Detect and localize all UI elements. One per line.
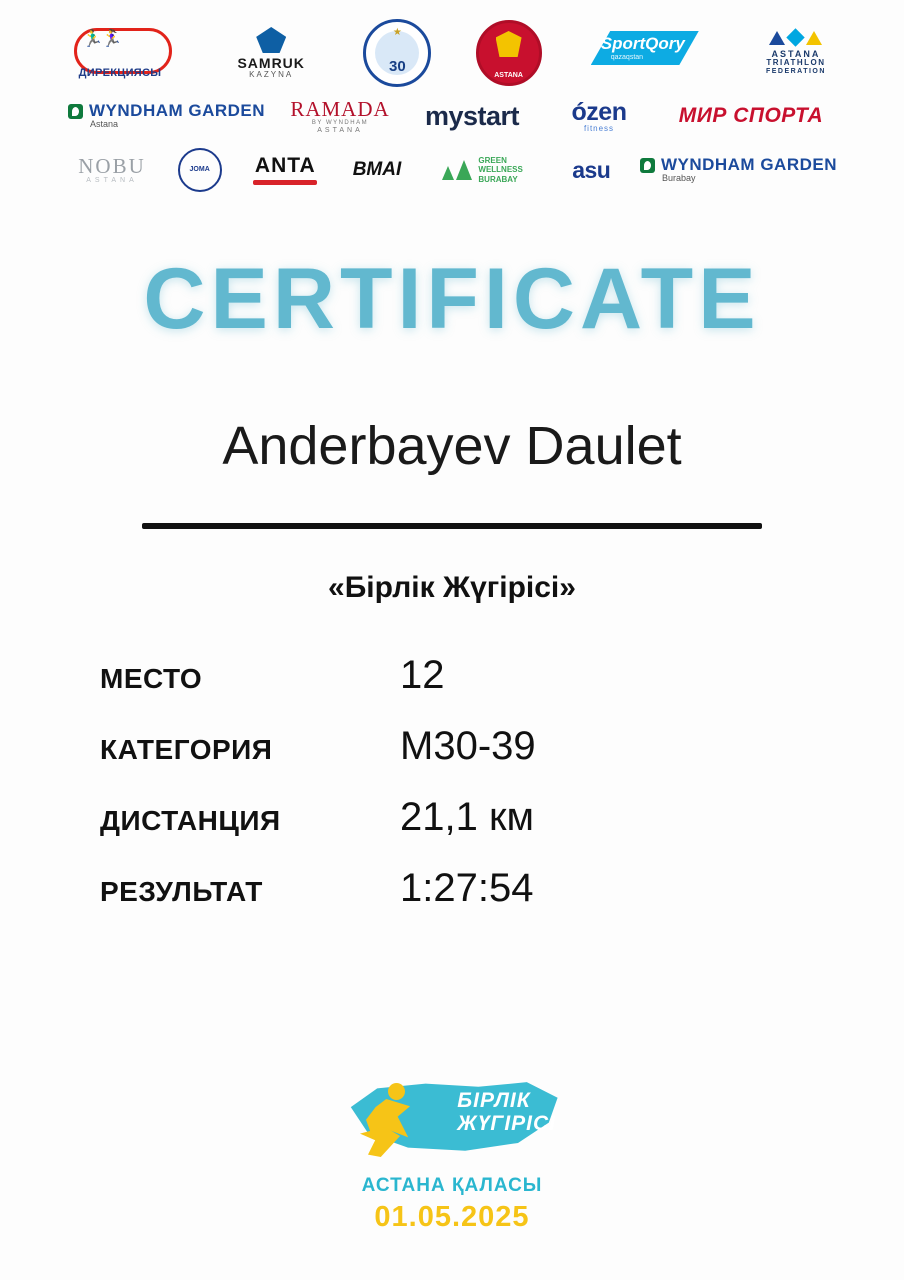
- logo-nobu-sublabel: ASTANA: [86, 177, 138, 185]
- logo-bmai-label: BMAI: [352, 159, 402, 181]
- logo-ramada-sublabel-2: ASTANA: [317, 126, 363, 134]
- logo-mystart-label: mystart: [424, 100, 520, 131]
- table-row: [100, 653, 804, 698]
- table-row: [100, 724, 804, 769]
- wyndham-astana-line: [68, 102, 265, 120]
- event-city: АСТАНА ҚАЛАСЫ: [361, 1175, 543, 1196]
- result-value-time: 1:27:54: [400, 866, 534, 910]
- emblem-line2: ЖҮГІРІСІ: [457, 1112, 556, 1136]
- logo-atf-line2: TRIATHLON: [766, 58, 826, 68]
- logo-direction: [60, 24, 180, 82]
- event-date: 01.05.2025: [374, 1201, 530, 1233]
- logo-wyndham-burabay-label: WYNDHAM GARDEN: [660, 155, 837, 175]
- logo-green-line1: GREEN: [478, 156, 507, 166]
- result-value-place: 12: [400, 653, 445, 697]
- emblem-circle-shape: [363, 19, 431, 87]
- logo-mir-sporta: [666, 96, 836, 136]
- logo-sportqory-sublabel: qazaqstan: [610, 54, 644, 61]
- samruk-mark-icon: [256, 27, 286, 53]
- logo-mystart: [412, 96, 532, 136]
- result-label-category: КАТЕГОРИЯ: [100, 734, 273, 765]
- result-value-category: М30-39: [400, 724, 536, 768]
- sponsor-row-2: [60, 94, 844, 138]
- logo-joma: [169, 148, 231, 192]
- logo-anta-label: ANTA: [254, 154, 316, 178]
- result-label-place: МЕСТО: [100, 663, 203, 694]
- logo-ramada-sublabel-1: BY WYNDHAM: [311, 120, 369, 127]
- logo-atf-line1: ASTANA: [771, 48, 821, 59]
- logo-samruk-label: SAMRUK: [237, 54, 305, 71]
- triathlon-shapes-icon: [769, 31, 822, 45]
- event-emblem: [0, 1073, 904, 1234]
- event-name: «Бірлік Жүгірісі»: [328, 571, 576, 604]
- anta-bar-shape: [253, 180, 317, 185]
- logo-green-wellness-burabay: [423, 148, 543, 192]
- leaf-icon: [68, 104, 83, 119]
- direction-runners-icon: 🏃‍♂️🏃‍♀️: [82, 29, 121, 48]
- logo-direction-label: ДИРЕКЦИЯСЫ: [78, 67, 162, 80]
- green-wellness-text-block: [478, 156, 522, 184]
- emblem-text-block: [457, 1089, 556, 1135]
- sponsor-row-3: [60, 148, 844, 192]
- logo-astana-city: [476, 22, 542, 84]
- result-value-distance: 21,1 км: [400, 795, 534, 839]
- star-icon: ★: [392, 27, 402, 38]
- logo-bmai: [340, 149, 414, 191]
- certificate-title: CERTIFICATE: [143, 251, 761, 347]
- logo-sportqory-label: SportQory: [600, 34, 685, 53]
- logo-nobu-label: NOBU: [78, 154, 146, 179]
- logo-green-line3: BURABAY: [478, 174, 518, 184]
- logo-ozen-fitness: [544, 94, 654, 138]
- logo-ramada-label: RAMADA: [290, 97, 390, 122]
- logo-ozen-label: ózen: [571, 97, 627, 126]
- logo-nobu: [64, 149, 160, 191]
- logo-anta: [239, 150, 331, 190]
- logo-mir-sporta-label: МИР СПОРТА: [678, 103, 824, 127]
- logo-ozen-sublabel: fitness: [583, 123, 615, 133]
- emblem-line1: БІРЛІК: [457, 1089, 531, 1112]
- emblem-artwork: [342, 1073, 562, 1165]
- logo-joma-label: JOMA: [178, 148, 222, 192]
- logo-astana-label: ASTANA: [494, 71, 523, 79]
- trees-icon: [442, 160, 472, 180]
- results-table: [0, 653, 904, 911]
- astana-circle-shape: [476, 20, 542, 86]
- logo-asu: [551, 150, 631, 190]
- logo-atf-line3: FEDERATION: [765, 67, 826, 75]
- athlete-name: Anderbayev Daulet: [222, 416, 682, 476]
- logo-astana-triathlon-federation: [748, 22, 844, 84]
- runner-icon: [354, 1081, 424, 1157]
- logo-emblem-30-label: 30: [389, 58, 406, 76]
- result-label-distance: ДИСТАНЦИЯ: [100, 805, 281, 836]
- logo-samruk-sublabel: KAZYNA: [249, 69, 294, 79]
- sponsor-logo-band: [0, 0, 904, 208]
- logo-wyndham-astana-sublabel: Astana: [90, 119, 119, 130]
- logo-ramada: [280, 94, 400, 138]
- table-row: [100, 866, 804, 911]
- result-label-time: РЕЗУЛЬТАТ: [100, 876, 263, 907]
- leaf-icon: [640, 158, 655, 173]
- logo-asu-label: asu: [572, 156, 611, 183]
- logo-emblem-30: [362, 22, 432, 84]
- logo-wyndham-burabay-sublabel: Burabay: [661, 173, 696, 184]
- logo-sport-qory: [585, 25, 705, 81]
- divider: [142, 523, 762, 529]
- logo-wyndham-astana-label: WYNDHAM GARDEN: [89, 101, 266, 121]
- logo-wyndham-garden-astana: [68, 95, 268, 137]
- logo-wyndham-garden-burabay: [640, 149, 840, 191]
- shield-icon: [496, 31, 522, 57]
- sponsor-row-1: [60, 22, 844, 84]
- logo-green-line2: WELLNESS: [478, 165, 523, 175]
- table-row: [100, 795, 804, 840]
- logo-samruk-kazyna: [223, 23, 319, 83]
- wyndham-burabay-line: [640, 156, 837, 174]
